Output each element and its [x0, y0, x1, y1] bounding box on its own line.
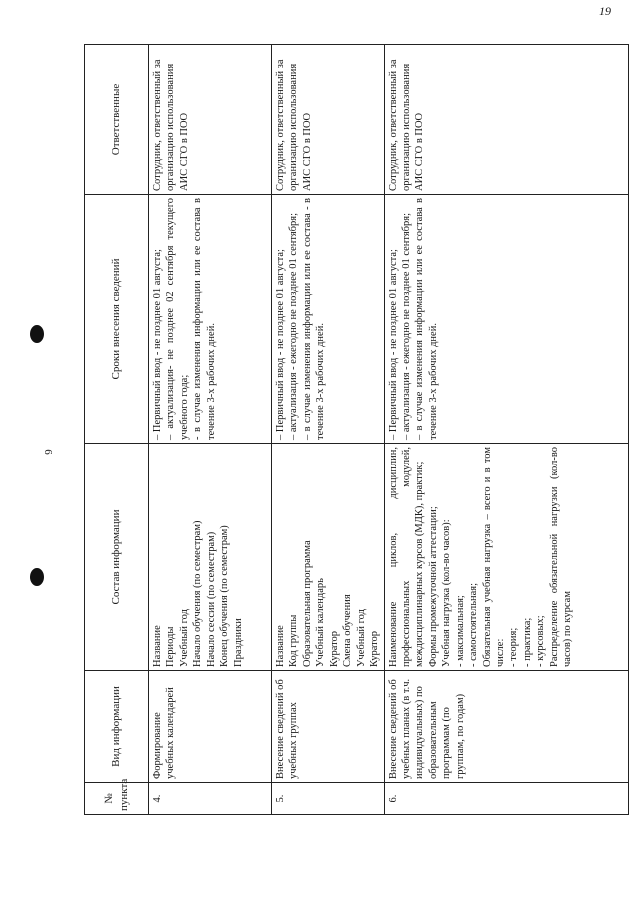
- composition-item: Формы промежуточной аттестации;: [427, 506, 439, 667]
- composition-item: Название: [152, 625, 163, 667]
- composition-item: Праздники: [232, 618, 244, 667]
- deadline-item: – в случае изменения информации или ее состава - в течение 3-х рабочих дней.: [301, 198, 327, 440]
- composition-item: Начало обучения (по семестрам): [192, 520, 204, 667]
- row-num: 6.: [384, 783, 628, 815]
- deadline-item: – Первичный ввод - не позднее 01 августа;: [387, 249, 399, 440]
- row-kind: Внесение сведений об учебных планах (в т.ч. индивидуальных) по образовательным программам (по группам, по годам): [384, 671, 628, 783]
- row-num: 5.: [272, 783, 385, 815]
- composition-item: Название: [275, 625, 286, 667]
- composition-item: Учебный год: [178, 609, 190, 667]
- table-row: [384, 45, 628, 815]
- composition-item: Обязательная учебная нагрузка – всего и в том числе:: [481, 447, 506, 667]
- header-num: № пункта: [85, 783, 149, 815]
- header-deadlines: Сроки внесения сведений: [85, 195, 149, 444]
- composition-item: Распределение обязательной нагрузки (кол-во часов) по курсам: [548, 447, 574, 667]
- deadline-item: – в случае изменения информации или ее состава в течение 3-х рабочих дней.: [414, 198, 439, 440]
- deadline-item: – актуализация - ежегодно не позднее 01 сентября;: [288, 212, 300, 440]
- composition-item: Учебная нагрузка (кол-во часов):: [441, 519, 453, 667]
- row-responsible: Сотрудник, ответственный за организацию использования АИС СГО в ПОО: [384, 45, 628, 195]
- punch-hole-bottom: [30, 568, 44, 586]
- composition-item: Куратор: [369, 630, 381, 667]
- header-composition: Состав информации: [85, 444, 149, 671]
- row-composition: [384, 444, 628, 671]
- deadline-item: – Первичный ввод - не позднее 01 августа;: [275, 249, 286, 440]
- composition-item: - практика;: [521, 617, 533, 667]
- composition-item: Начало сессии (по семестрам): [205, 531, 217, 667]
- row-kind: Формирование учебных календарей: [149, 671, 272, 783]
- composition-item: - самостоятельная;: [468, 582, 480, 667]
- deadline-item: – актуализация - ежегодно не позднее 01 сентября;: [400, 212, 412, 440]
- composition-item: Учебный календарь: [315, 578, 327, 667]
- table-header-row: [85, 45, 149, 815]
- row-num: 4.: [149, 783, 272, 815]
- composition-item: Конец обучения (по семестрам): [219, 525, 231, 667]
- row-composition: [149, 444, 272, 671]
- composition-item: - теория;: [508, 627, 520, 667]
- composition-item: Куратор: [328, 630, 340, 667]
- corner-page-mark: 19: [599, 4, 611, 18]
- composition-item: Наименование циклов, дисциплин, профессиональных модулей, междисциплинарных курсов (МДК), практик;: [387, 447, 426, 667]
- composition-item: Учебный год: [355, 609, 367, 667]
- row-deadlines: [149, 195, 272, 444]
- composition-item: Периоды: [165, 626, 177, 667]
- punch-hole-top: [30, 325, 44, 343]
- info-table: [84, 44, 629, 815]
- composition-item: - курсовых;: [535, 615, 547, 667]
- deadline-item: - в случае изменения информации или ее состава в течение 3-х рабочих дней.: [192, 198, 217, 440]
- composition-item: - максимальная;: [454, 595, 466, 667]
- page-number: 6: [41, 449, 54, 455]
- composition-item: Код группы: [288, 614, 300, 667]
- row-composition: [272, 444, 385, 671]
- deadline-item: – Первичный ввод - не позднее 01 августа;: [152, 249, 163, 440]
- row-deadlines: [272, 195, 385, 444]
- row-responsible: Сотрудник, ответственный за организацию использования АИС СГО в ПОО: [272, 45, 385, 195]
- header-responsible: Ответственные: [85, 45, 149, 195]
- row-responsible: Сотрудник, ответственный за организацию использования АИС СГО в ПОО: [149, 45, 272, 195]
- composition-item: Образовательная программа: [301, 540, 313, 667]
- header-kind: Вид информации: [85, 671, 149, 783]
- deadline-item: – актуализация- не позднее 02 сентября текущего учебного года;: [165, 198, 190, 440]
- row-deadlines: [384, 195, 628, 444]
- composition-item: Смена обучения: [342, 594, 354, 667]
- table-row: [149, 45, 272, 815]
- table-row: [272, 45, 385, 815]
- rotated-table-container: [84, 45, 623, 815]
- row-kind: Внесение сведений об учебных группах: [272, 671, 385, 783]
